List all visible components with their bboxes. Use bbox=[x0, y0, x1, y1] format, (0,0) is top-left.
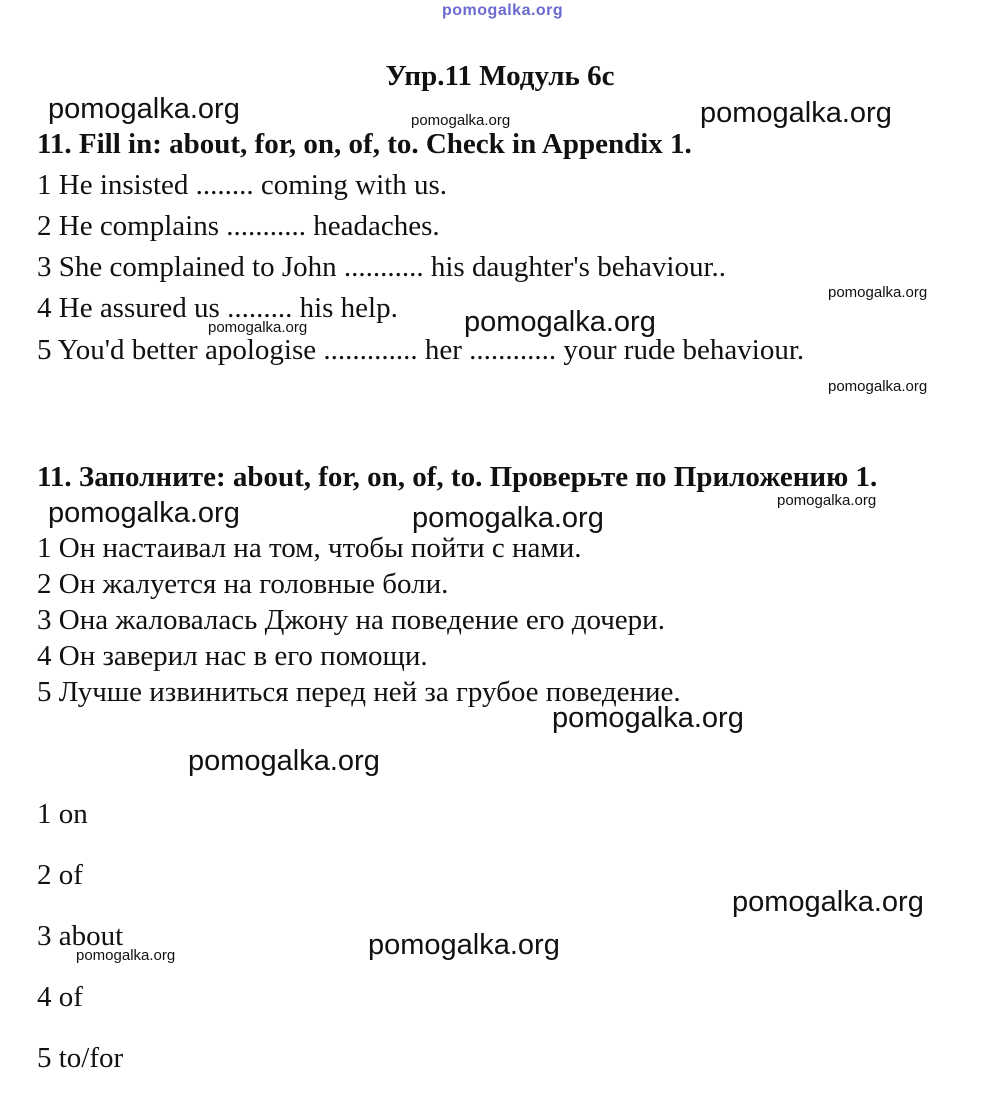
watermark: pomogalka.org bbox=[828, 378, 928, 395]
answer-1: 1 on bbox=[37, 798, 88, 830]
watermark: pomogalka.org bbox=[48, 93, 240, 125]
russian-line-2: 2 Он жалуется на головные боли. bbox=[37, 568, 449, 600]
watermark: pomogalka.org bbox=[76, 947, 176, 964]
watermark: pomogalka.org bbox=[412, 502, 604, 534]
watermark: pomogalka.org bbox=[777, 492, 877, 509]
watermark: pomogalka.org bbox=[700, 97, 892, 129]
russian-heading: 11. Заполните: about, for, on, of, to. Проверьте по Приложению 1. bbox=[37, 461, 878, 493]
watermark: pomogalka.org bbox=[188, 745, 380, 777]
watermark: pomogalka.org bbox=[411, 112, 511, 129]
russian-line-1: 1 Он настаивал на том, чтобы пойти с нами. bbox=[37, 532, 582, 564]
answer-4: 4 of bbox=[37, 981, 83, 1013]
answer-2: 2 of bbox=[37, 859, 83, 891]
english-line-3: 3 She complained to John ........... his daughter's behaviour.. bbox=[37, 251, 727, 283]
watermark: pomogalka.org bbox=[48, 497, 240, 529]
english-line-1: 1 He insisted ........ coming with us. bbox=[37, 169, 448, 201]
answer-5: 5 to/for bbox=[37, 1042, 124, 1074]
answer-3: 3 about bbox=[37, 920, 124, 952]
english-heading: 11. Fill in: about, for, on, of, to. Check in Appendix 1. bbox=[37, 128, 692, 160]
russian-line-5: 5 Лучше извиниться перед ней за грубое поведение. bbox=[37, 676, 681, 708]
page-title: Упр.11 Модуль 6с bbox=[385, 60, 615, 92]
english-line-4: 4 He assured us ......... his help. bbox=[37, 292, 398, 324]
watermark: pomogalka.org bbox=[208, 319, 308, 336]
watermark: pomogalka.org bbox=[368, 929, 560, 961]
english-line-2: 2 He complains ........... headaches. bbox=[37, 210, 440, 242]
watermark: pomogalka.org bbox=[732, 886, 924, 918]
watermark: pomogalka.org bbox=[464, 306, 656, 338]
russian-line-4: 4 Он заверил нас в его помощи. bbox=[37, 640, 428, 672]
watermark-top: pomogalka.org bbox=[442, 2, 564, 19]
english-line-5: 5 You'd better apologise ............. her ............ your rude behaviour. bbox=[37, 334, 805, 366]
watermark: pomogalka.org bbox=[828, 284, 928, 301]
russian-line-3: 3 Она жаловалась Джону на поведение его дочери. bbox=[37, 604, 665, 636]
watermark: pomogalka.org bbox=[552, 702, 744, 734]
